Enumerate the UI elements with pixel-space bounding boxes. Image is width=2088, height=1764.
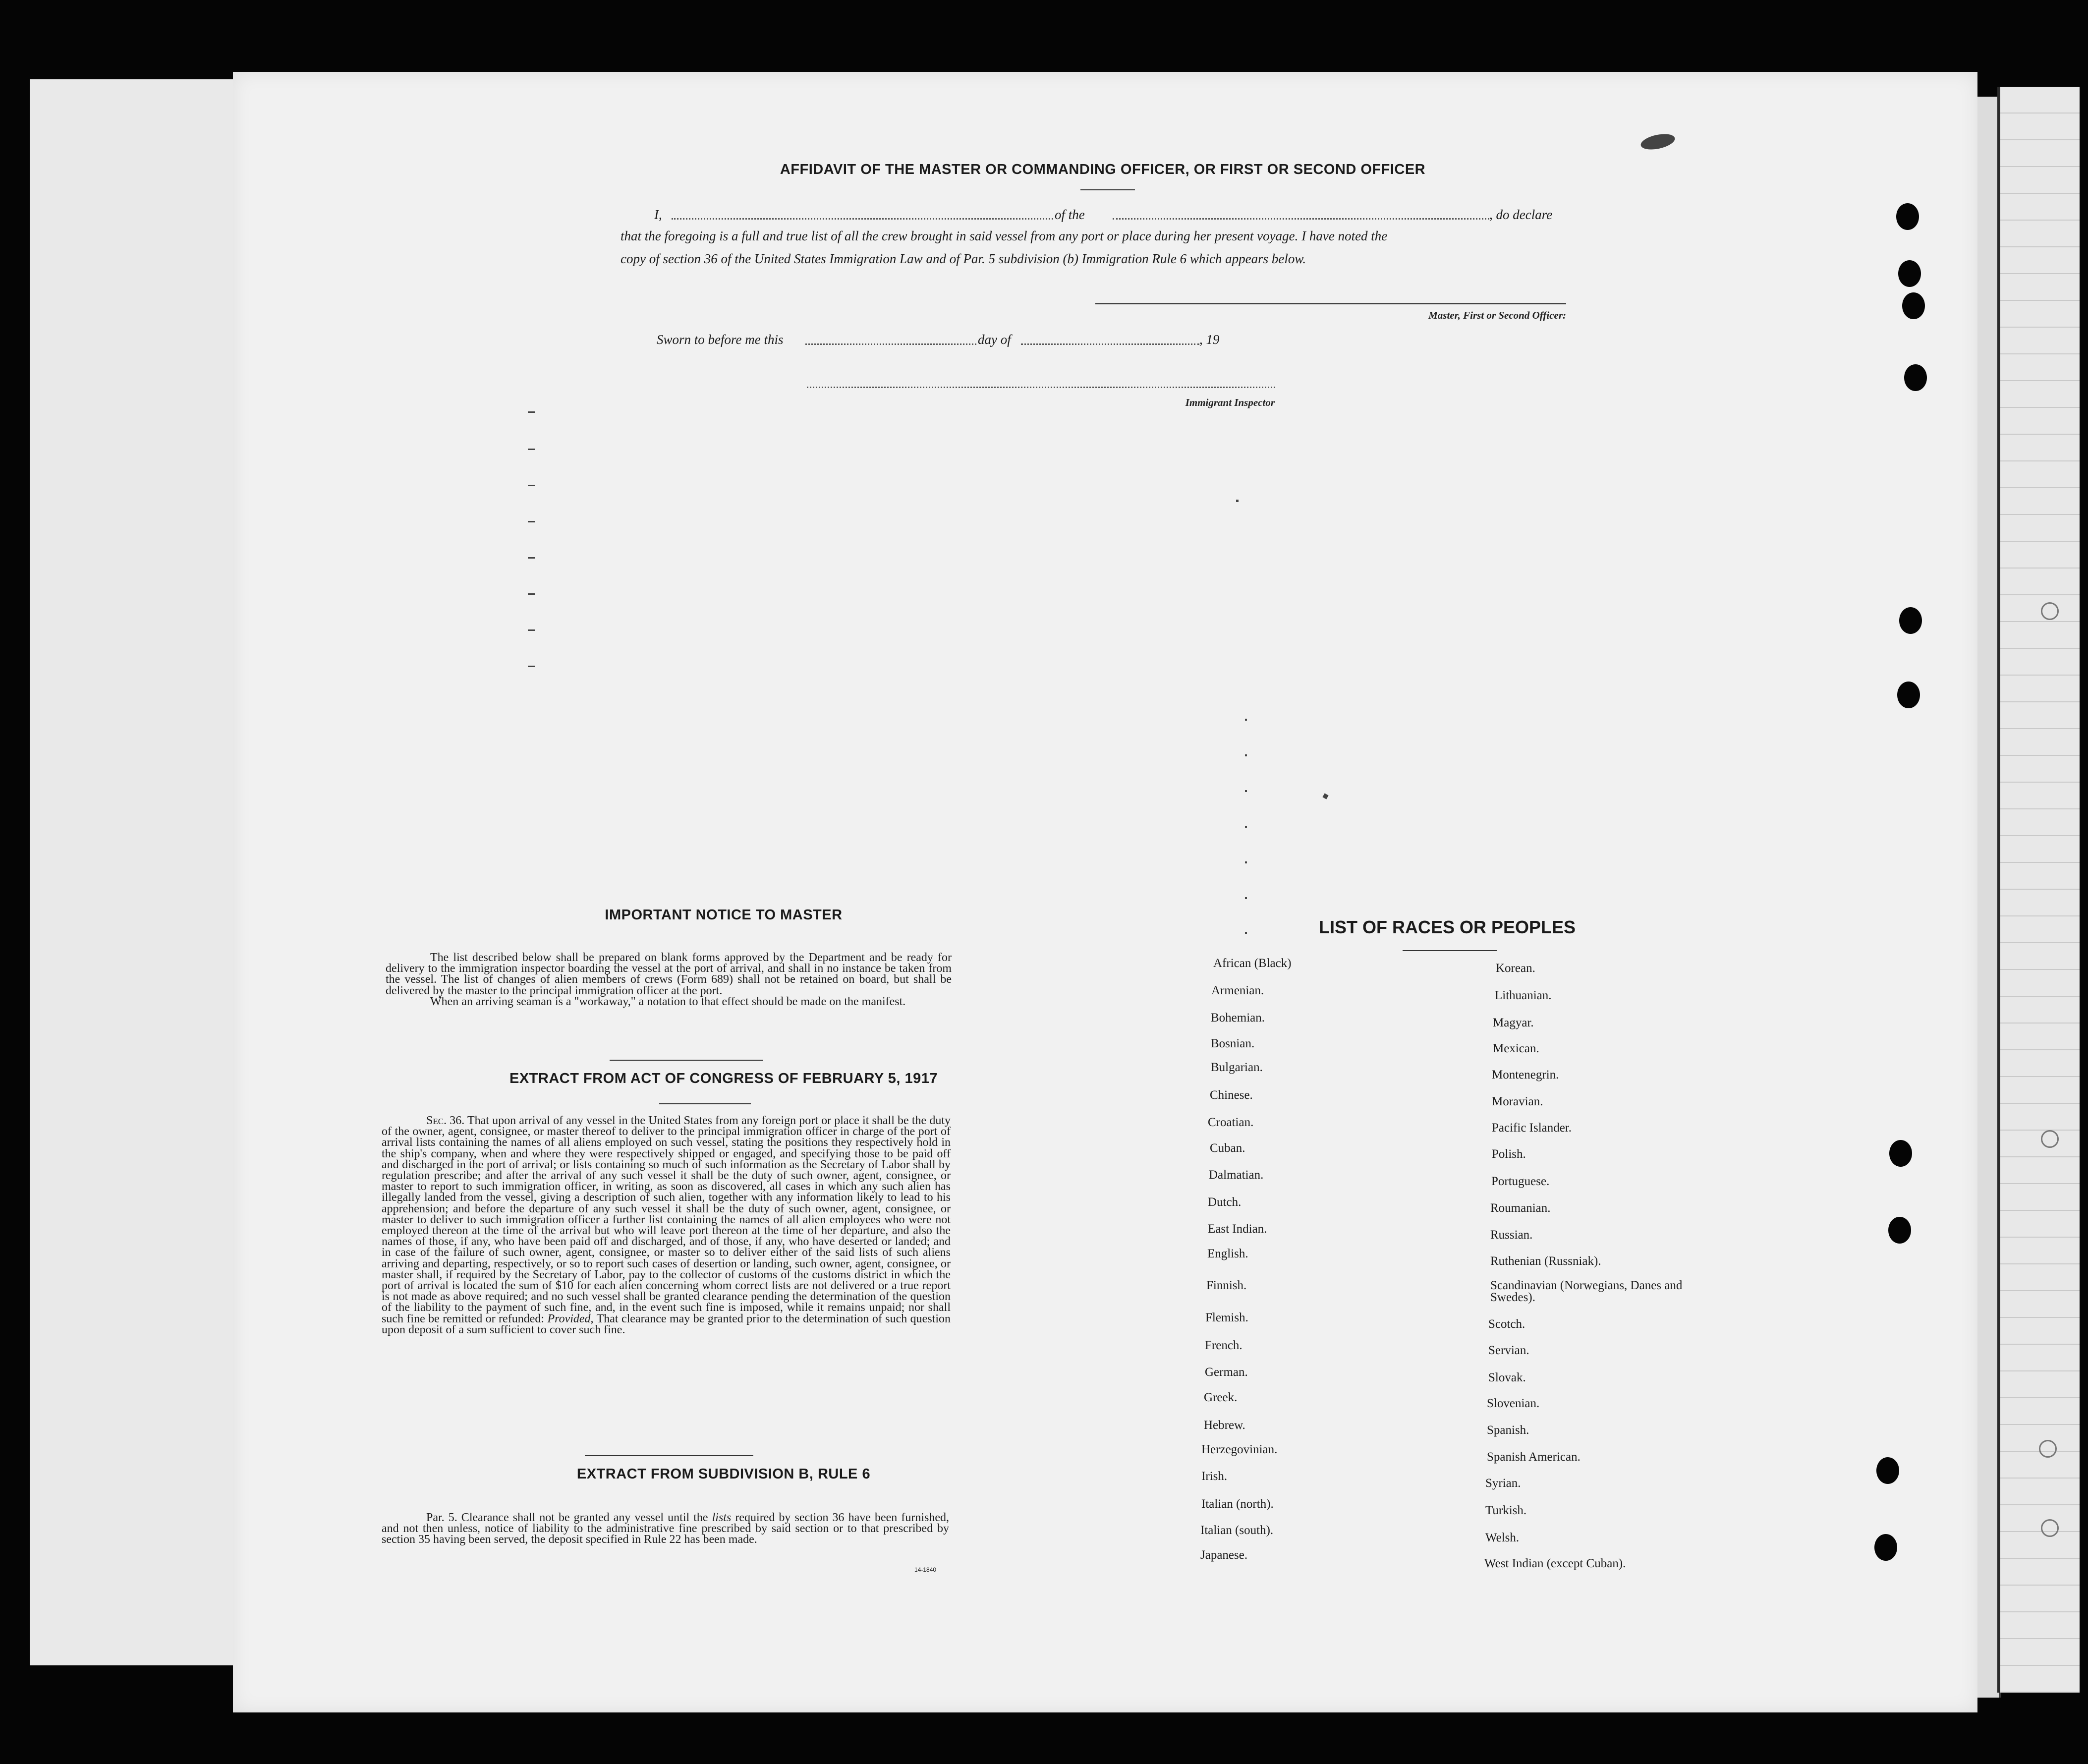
vessel-blank[interactable] bbox=[1113, 218, 1489, 220]
scan-mark bbox=[528, 521, 535, 522]
provided-label: Provided, bbox=[547, 1312, 594, 1325]
affidavit-declare-label: , do declare bbox=[1489, 207, 1553, 222]
name-blank[interactable] bbox=[672, 218, 1053, 220]
race-item: Korean. bbox=[1496, 962, 1535, 975]
scan-mark bbox=[528, 666, 535, 667]
race-item: Bohemian. bbox=[1211, 1011, 1265, 1024]
master-caption: Master, First or Second Officer: bbox=[1428, 309, 1566, 321]
extract-rule-text bbox=[382, 1512, 949, 1545]
scan-mark bbox=[1245, 826, 1247, 828]
race-item: East Indian. bbox=[1208, 1222, 1267, 1236]
scan-mark bbox=[1245, 861, 1247, 863]
race-item: Hebrew. bbox=[1204, 1419, 1245, 1432]
punch-hole bbox=[1898, 260, 1921, 287]
race-item: Welsh. bbox=[1485, 1531, 1520, 1544]
race-item: Polish. bbox=[1492, 1147, 1526, 1161]
race-item: Spanish American. bbox=[1487, 1450, 1580, 1464]
sworn-month-blank[interactable] bbox=[1021, 343, 1199, 345]
race-item: Croatian. bbox=[1208, 1116, 1254, 1129]
race-item: Bosnian. bbox=[1211, 1037, 1255, 1050]
race-item: Roumanian. bbox=[1490, 1201, 1551, 1215]
inspector-caption: Immigrant Inspector bbox=[1185, 397, 1275, 408]
race-item: Cuban. bbox=[1210, 1141, 1245, 1155]
inspector-signature-line[interactable] bbox=[807, 387, 1275, 388]
notice-paragraph-1: The list described below shall be prepared on blank forms approved by the Department and be ready for delivery to the immigration inspector boarding the vessel at the port of arrival, and shall in no instance be taken from the vessel. The list of changes of alien members of crews (Form 689) shall not be retained on board, but shall be delivered by the master to the principal immigration officer at the port. bbox=[386, 951, 952, 997]
race-item: Chinese. bbox=[1210, 1088, 1253, 1102]
race-item: Flemish. bbox=[1205, 1311, 1248, 1324]
race-item: Italian (south). bbox=[1200, 1524, 1274, 1537]
race-item: Slovak. bbox=[1488, 1371, 1526, 1384]
race-item: Scotch. bbox=[1488, 1317, 1525, 1331]
punch-hole bbox=[1888, 1217, 1911, 1244]
sworn-day-blank[interactable] bbox=[805, 343, 976, 345]
race-item: Herzegovinian. bbox=[1201, 1443, 1278, 1456]
rule-text-end: required by section 36 have been furnished, and not then unless, notice of liability to the administrative fine prescribed by said section or to that prescribed by section 35 having been served, the deposit specified in Rule 22 has been made. bbox=[382, 1511, 950, 1546]
scan-mark bbox=[528, 557, 535, 559]
ruled-side-sheet bbox=[1997, 87, 2080, 1693]
year-label: , 19 bbox=[1199, 332, 1220, 347]
punch-hole bbox=[1889, 1140, 1912, 1167]
race-item: Japanese. bbox=[1200, 1548, 1248, 1562]
race-item: Italian (north). bbox=[1201, 1497, 1274, 1511]
scan-mark bbox=[528, 629, 535, 631]
section-36-text-end: That clearance may be granted prior to the determination of such question upon deposit of a sum sufficient to cover such fine. bbox=[382, 1312, 951, 1336]
lists-word: lists bbox=[712, 1511, 732, 1524]
section-36-text: That upon arrival of any vessel in the United States from any foreign port or place it shall be the duty of the owner, agent, consignee, or master thereof to deliver to the principal immigration officer in charge of the port of arrival lists containing the names of all aliens employed on such vessel, stating the positions they respectively hold in the ship's company, when and where they were respectively shipped or engaged, and specifying those to be paid off and discharged in the port of arrival; or lists containing so much of such information as the Secretary of Labor shall by regulation prescribe; and after the arrival of any such vessel it shall be the duty of such owner, agent, consignee, or master to report to such immigration officer, in writing, as soon as discovered, all cases in which any such alien has illegally landed from the vessel, giving a description of such alien, together with any information likely to lead to his apprehension; and before the departure of any such vessel it shall be the duty of such owner, agent, consignee, or master to deliver to such immigration officer a further list containing the names of all alien employees who were not employed thereon at the time of the arrival but who will leave port thereon at the time of her departure, and also the names of those, if any, who have been paid off and discharged, and of those, if any, who have deserted or landed; and in case of the failure of such owner, agent, consignee, or master so to deliver either of the said lists of such aliens arriving and departing, respectively, or so to report such cases of desertion or landing, such owner, agent, consignee, or master shall, if required by the Secretary of Labor, pay to the collector of customs of the customs district in which the port of arrival is located the sum of $10 for each alien concerning whom correct lists are not delivered or a true report is not made as above required; and no such vessel shall be granted clearance pending the determination of the question of the liability to the payment of such fine, and, in the event such fine is imposed, while it remains unpaid; nor shall such fine be remitted or refunded: bbox=[382, 1114, 951, 1325]
race-item: Syrian. bbox=[1485, 1477, 1521, 1490]
race-item: African (Black) bbox=[1213, 957, 1292, 970]
day-of-label: day of bbox=[978, 332, 1011, 347]
race-item: Greek. bbox=[1204, 1391, 1238, 1404]
punch-hole bbox=[1904, 364, 1927, 391]
race-item: Irish. bbox=[1201, 1470, 1228, 1483]
scan-mark bbox=[1245, 719, 1247, 721]
important-notice-title: IMPORTANT NOTICE TO MASTER bbox=[605, 907, 843, 923]
race-item: Russian. bbox=[1490, 1228, 1533, 1242]
affidavit-statement-line2: that the foregoing is a full and true list of all the crew brought in said vessel from any port or place during her present voyage. I have noted the bbox=[621, 228, 1388, 243]
sworn-label: Sworn to before me this bbox=[657, 332, 784, 347]
divider bbox=[659, 1103, 751, 1104]
punch-hole bbox=[1874, 1534, 1897, 1561]
ring-hole bbox=[2039, 1440, 2057, 1458]
form-number: 14-1840 bbox=[914, 1566, 937, 1573]
ring-hole bbox=[2041, 1519, 2059, 1537]
race-item: German. bbox=[1205, 1366, 1248, 1379]
race-item: Dalmatian. bbox=[1209, 1168, 1264, 1182]
punch-hole bbox=[1899, 607, 1922, 634]
scan-mark bbox=[528, 593, 535, 595]
race-item: Spanish. bbox=[1487, 1423, 1529, 1437]
race-item: Lithuanian. bbox=[1495, 989, 1552, 1002]
important-notice-text bbox=[386, 952, 952, 1007]
race-item: Ruthenian (Russniak). bbox=[1490, 1254, 1601, 1268]
master-signature-line[interactable] bbox=[1095, 303, 1566, 304]
scan-mark bbox=[1245, 897, 1247, 899]
background-sheet bbox=[30, 79, 264, 1665]
scan-mark bbox=[1245, 754, 1247, 756]
race-item: Dutch. bbox=[1208, 1195, 1242, 1209]
extract-congress-title: EXTRACT FROM ACT OF CONGRESS OF FEBRUARY 5, 1917 bbox=[509, 1071, 938, 1086]
race-item: Armenian. bbox=[1211, 984, 1264, 997]
scan-mark bbox=[1245, 932, 1247, 934]
races-title: LIST OF RACES OR PEOPLES bbox=[1318, 917, 1576, 937]
divider bbox=[1080, 189, 1135, 190]
divider bbox=[610, 1060, 763, 1061]
scan-mark bbox=[1245, 790, 1247, 792]
punch-hole bbox=[1876, 1457, 1899, 1484]
race-item: Servian. bbox=[1488, 1344, 1529, 1357]
punch-hole bbox=[1897, 682, 1920, 708]
race-item: French. bbox=[1205, 1339, 1242, 1352]
section-label: Sec. 36. bbox=[426, 1114, 465, 1127]
scan-mark bbox=[1236, 500, 1239, 502]
race-item: Montenegrin. bbox=[1492, 1068, 1559, 1081]
race-item: Bulgarian. bbox=[1211, 1061, 1263, 1074]
extract-rule-title: EXTRACT FROM SUBDIVISION B, RULE 6 bbox=[576, 1466, 871, 1482]
race-item: Pacific Islander. bbox=[1492, 1121, 1572, 1135]
race-item: Slovenian. bbox=[1487, 1397, 1540, 1410]
affidavit-title: AFFIDAVIT OF THE MASTER OR COMMANDING OFFICER, OR FIRST OR SECOND OFFICER bbox=[780, 162, 1426, 177]
punch-hole bbox=[1902, 292, 1925, 319]
race-item: English. bbox=[1207, 1247, 1248, 1260]
divider bbox=[1403, 950, 1497, 951]
affidavit-i-label: I, bbox=[654, 207, 662, 222]
affidavit-of-the-label: of the bbox=[1055, 207, 1085, 222]
ring-hole bbox=[2041, 1130, 2059, 1148]
race-item: West Indian (except Cuban). bbox=[1484, 1557, 1626, 1570]
race-item: Finnish. bbox=[1206, 1279, 1247, 1292]
ring-hole bbox=[2041, 602, 2059, 620]
race-item: Turkish. bbox=[1485, 1504, 1527, 1517]
scan-mark bbox=[528, 449, 535, 450]
race-item: Mexican. bbox=[1493, 1042, 1539, 1055]
punch-hole bbox=[1896, 203, 1919, 230]
affidavit-statement-line3: copy of section 36 of the United States Immigration Law and of Par. 5 subdivision (b) Immigration Rule 6 which appears below. bbox=[621, 251, 1306, 266]
rule-text-start: Par. 5. Clearance shall not be granted any vessel until the bbox=[426, 1511, 708, 1524]
scan-mark bbox=[528, 485, 535, 486]
divider bbox=[585, 1455, 753, 1456]
race-item: Portuguese. bbox=[1491, 1175, 1550, 1188]
race-item: Moravian. bbox=[1492, 1095, 1543, 1108]
notice-paragraph-2: When an arriving seaman is a "workaway," a notation to that effect should be made on the manifest. bbox=[430, 995, 906, 1008]
extract-congress-text bbox=[382, 1115, 951, 1335]
scan-mark bbox=[528, 411, 535, 413]
race-item: Magyar. bbox=[1493, 1016, 1534, 1029]
race-item: Scandinavian (Norwegians, Danes and Swedes). bbox=[1490, 1279, 1683, 1304]
